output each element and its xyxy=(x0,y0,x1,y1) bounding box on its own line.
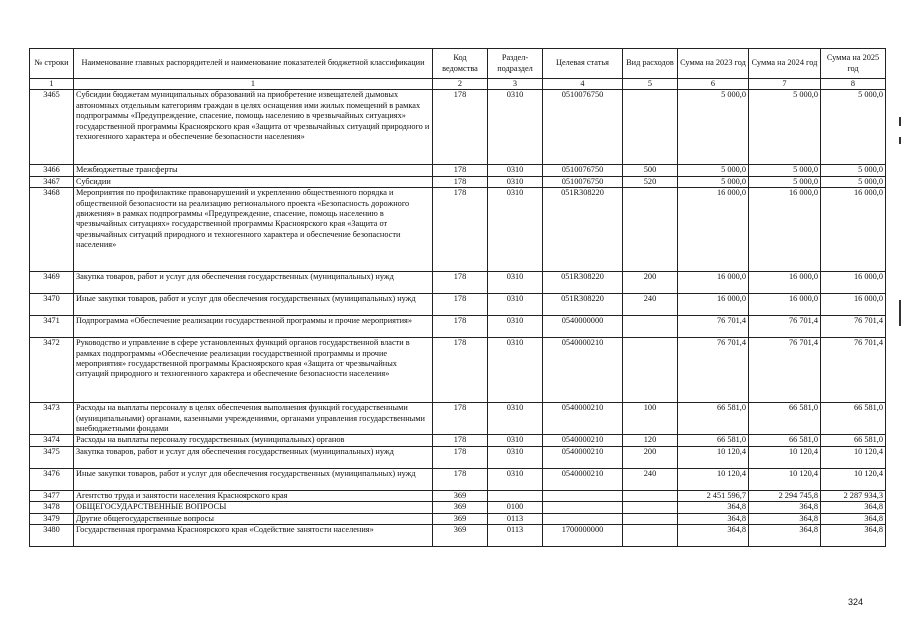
scan-mark xyxy=(899,137,901,144)
column-number-row xyxy=(30,79,886,90)
section-code: 0310 xyxy=(488,468,543,490)
dept-code: 178 xyxy=(433,272,488,294)
dept-code: 369 xyxy=(433,525,488,547)
sum-2023: 16 000,0 xyxy=(678,294,749,316)
sum-2025: 2 287 934,3 xyxy=(821,490,886,501)
sum-2024: 364,8 xyxy=(749,525,821,547)
dept-code: 178 xyxy=(433,446,488,468)
target-article: 0510076750 xyxy=(543,176,623,187)
sum-2025: 5 000,0 xyxy=(821,90,886,165)
target-article: 0540000210 xyxy=(543,435,623,446)
table-row xyxy=(30,502,886,513)
section-code: 0113 xyxy=(488,513,543,524)
target-article: 1700000000 xyxy=(543,525,623,547)
sum-2025: 16 000,0 xyxy=(821,294,886,316)
scan-mark xyxy=(899,117,901,126)
target-article: 0540000210 xyxy=(543,446,623,468)
row-number: 3470 xyxy=(30,294,74,316)
sum-2024: 10 120,4 xyxy=(749,446,821,468)
expense-type xyxy=(623,525,678,547)
dept-code: 369 xyxy=(433,513,488,524)
row-number: 3471 xyxy=(30,316,74,338)
expense-type: 240 xyxy=(623,468,678,490)
row-name: Подпрограмма «Обеспечение реализации государственной программы и прочие мероприятия» xyxy=(74,316,433,338)
row-name: Закупка товаров, работ и услуг для обеспечения государственных (муниципальных) нужд xyxy=(74,272,433,294)
budget-table xyxy=(29,48,886,547)
table-row xyxy=(30,188,886,272)
sum-2025: 16 000,0 xyxy=(821,188,886,272)
row-name: Расходы на выплаты персоналу в целях обеспечения выполнения функций государственными (муниципальными) органами, казенными учреждениями, органами управления государственными внебюджетными фондами xyxy=(74,403,433,435)
expense-type: 240 xyxy=(623,294,678,316)
expense-type xyxy=(623,490,678,501)
sum-2024: 66 581,0 xyxy=(749,435,821,446)
table-row xyxy=(30,90,886,165)
row-name: Руководство и управление в сфере установленных функций органов государственной власти в рамках подпрограммы «Обеспечение реализации государственной программы и прочие мероприятия» государственной программы Красноярского края «Защита от чрезвычайных ситуаций природного и техногенного характера и обеспечение безопасности населения» xyxy=(74,338,433,403)
dept-code: 178 xyxy=(433,435,488,446)
header-expense-type: Вид расходов xyxy=(623,49,678,79)
row-number: 3477 xyxy=(30,490,74,501)
section-code: 0310 xyxy=(488,90,543,165)
sum-2025: 364,8 xyxy=(821,525,886,547)
row-number: 3466 xyxy=(30,165,74,176)
row-name: Государственная программа Красноярского края «Содействие занятости населения» xyxy=(74,525,433,547)
row-number: 3476 xyxy=(30,468,74,490)
row-number: 3467 xyxy=(30,176,74,187)
target-article: 0540000210 xyxy=(543,338,623,403)
header-dept-code: Код ведомства xyxy=(433,49,488,79)
column-number: 7 xyxy=(749,79,821,90)
target-article: 0540000000 xyxy=(543,316,623,338)
header-section: Раздел-подраздел xyxy=(488,49,543,79)
dept-code: 178 xyxy=(433,403,488,435)
target-article: 0540000210 xyxy=(543,468,623,490)
sum-2025: 5 000,0 xyxy=(821,176,886,187)
sum-2023: 16 000,0 xyxy=(678,188,749,272)
column-number: 5 xyxy=(623,79,678,90)
row-name: Межбюджетные трансферты xyxy=(74,165,433,176)
sum-2024: 16 000,0 xyxy=(749,188,821,272)
expense-type xyxy=(623,90,678,165)
row-name: Закупка товаров, работ и услуг для обеспечения государственных (муниципальных) нужд xyxy=(74,446,433,468)
table-row xyxy=(30,338,886,403)
column-number: 3 xyxy=(488,79,543,90)
sum-2023: 66 581,0 xyxy=(678,403,749,435)
expense-type xyxy=(623,188,678,272)
expense-type: 500 xyxy=(623,165,678,176)
table-row xyxy=(30,165,886,176)
expense-type: 200 xyxy=(623,446,678,468)
sum-2023: 66 581,0 xyxy=(678,435,749,446)
expense-type: 520 xyxy=(623,176,678,187)
row-name: Агентство труда и занятости населения Красноярского края xyxy=(74,490,433,501)
target-article: 051R308220 xyxy=(543,272,623,294)
column-number: 1 xyxy=(30,79,74,90)
table-row xyxy=(30,468,886,490)
section-code: 0310 xyxy=(488,165,543,176)
sum-2023: 5 000,0 xyxy=(678,176,749,187)
dept-code: 178 xyxy=(433,188,488,272)
sum-2025: 10 120,4 xyxy=(821,446,886,468)
sum-2023: 16 000,0 xyxy=(678,272,749,294)
sum-2024: 66 581,0 xyxy=(749,403,821,435)
sum-2025: 16 000,0 xyxy=(821,272,886,294)
target-article: 0510076750 xyxy=(543,165,623,176)
target-article: 051R308220 xyxy=(543,188,623,272)
header-target-article: Целевая статья xyxy=(543,49,623,79)
column-number: 4 xyxy=(543,79,623,90)
row-name: Субсидии бюджетам муниципальных образований на приобретение извещателей дымовых автономных отдельным категориям граждан в целях оснащения ими жилых помещений в рамках подпрограммы «Предупреждение, спасение, помощь населению в чрезвычайных ситуациях» государственной программы Красноярского края «Защита от чрезвычайных ситуаций природного и техногенного характера и обеспечение безопасности населения» xyxy=(74,90,433,165)
sum-2023: 5 000,0 xyxy=(678,90,749,165)
dept-code: 178 xyxy=(433,468,488,490)
header-sum-2023: Сумма на 2023 год xyxy=(678,49,749,79)
sum-2023: 364,8 xyxy=(678,513,749,524)
header-sum-2025: Сумма на 2025 год xyxy=(821,49,886,79)
dept-code: 369 xyxy=(433,490,488,501)
column-number: 1 xyxy=(74,79,433,90)
sum-2023: 10 120,4 xyxy=(678,446,749,468)
section-code: 0310 xyxy=(488,188,543,272)
section-code: 0310 xyxy=(488,316,543,338)
table-body xyxy=(30,90,886,547)
dept-code: 178 xyxy=(433,294,488,316)
column-number: 6 xyxy=(678,79,749,90)
row-number: 3472 xyxy=(30,338,74,403)
sum-2024: 76 701,4 xyxy=(749,338,821,403)
expense-type: 200 xyxy=(623,272,678,294)
section-code: 0310 xyxy=(488,176,543,187)
row-number: 3479 xyxy=(30,513,74,524)
sum-2025: 66 581,0 xyxy=(821,403,886,435)
section-code: 0310 xyxy=(488,338,543,403)
dept-code: 178 xyxy=(433,90,488,165)
sum-2024: 76 701,4 xyxy=(749,316,821,338)
row-number: 3465 xyxy=(30,90,74,165)
sum-2024: 16 000,0 xyxy=(749,294,821,316)
sum-2023: 364,8 xyxy=(678,525,749,547)
expense-type xyxy=(623,502,678,513)
sum-2024: 5 000,0 xyxy=(749,90,821,165)
table-row xyxy=(30,490,886,501)
sum-2025: 76 701,4 xyxy=(821,338,886,403)
target-article: 051R308220 xyxy=(543,294,623,316)
row-number: 3478 xyxy=(30,502,74,513)
sum-2024: 364,8 xyxy=(749,513,821,524)
table-row xyxy=(30,525,886,547)
table-row xyxy=(30,176,886,187)
row-name: Мероприятия по профилактике правонарушений и укреплению общественного порядка и общественной безопасности на реализацию регионального проекта «Безопасность дорожного движения» в рамках подпрограммы «Предупреждение, спасение, помощь населению в чрезвычайных ситуациях» государственной программы Красноярского края «Защита от чрезвычайных ситуаций природного и техногенного характера и обеспечение безопасности населения» xyxy=(74,188,433,272)
target-article xyxy=(543,513,623,524)
row-number: 3475 xyxy=(30,446,74,468)
target-article xyxy=(543,502,623,513)
sum-2023: 5 000,0 xyxy=(678,165,749,176)
column-number: 8 xyxy=(821,79,886,90)
header-sum-2024: Сумма на 2024 год xyxy=(749,49,821,79)
sum-2023: 76 701,4 xyxy=(678,316,749,338)
row-name: Иные закупки товаров, работ и услуг для обеспечения государственных (муниципальных) нужд xyxy=(74,468,433,490)
page-number: 324 xyxy=(848,597,864,607)
table-row xyxy=(30,435,886,446)
sum-2025: 66 581,0 xyxy=(821,435,886,446)
sum-2025: 76 701,4 xyxy=(821,316,886,338)
section-code: 0100 xyxy=(488,502,543,513)
expense-type: 120 xyxy=(623,435,678,446)
target-article: 0510076750 xyxy=(543,90,623,165)
dept-code: 178 xyxy=(433,316,488,338)
dept-code: 369 xyxy=(433,502,488,513)
section-code xyxy=(488,490,543,501)
row-number: 3474 xyxy=(30,435,74,446)
sum-2024: 2 294 745,8 xyxy=(749,490,821,501)
table-row xyxy=(30,513,886,524)
column-number: 2 xyxy=(433,79,488,90)
row-number: 3468 xyxy=(30,188,74,272)
dept-code: 178 xyxy=(433,165,488,176)
row-number: 3480 xyxy=(30,525,74,547)
row-name: Иные закупки товаров, работ и услуг для обеспечения государственных (муниципальных) нужд xyxy=(74,294,433,316)
dept-code: 178 xyxy=(433,176,488,187)
sum-2024: 5 000,0 xyxy=(749,165,821,176)
section-code: 0310 xyxy=(488,294,543,316)
row-name: Расходы на выплаты персоналу государственных (муниципальных) органов xyxy=(74,435,433,446)
header-row-number: № строки xyxy=(30,49,74,79)
sum-2024: 5 000,0 xyxy=(749,176,821,187)
sum-2024: 364,8 xyxy=(749,502,821,513)
expense-type xyxy=(623,513,678,524)
header-name: Наименование главных распорядителей и наименование показателей бюджетной классификации xyxy=(74,49,433,79)
sum-2023: 364,8 xyxy=(678,502,749,513)
table-row xyxy=(30,446,886,468)
section-code: 0310 xyxy=(488,272,543,294)
table-row xyxy=(30,294,886,316)
expense-type xyxy=(623,338,678,403)
section-code: 0310 xyxy=(488,435,543,446)
row-name: Другие общегосударственные вопросы xyxy=(74,513,433,524)
section-code: 0310 xyxy=(488,446,543,468)
expense-type xyxy=(623,316,678,338)
sum-2025: 10 120,4 xyxy=(821,468,886,490)
sum-2023: 76 701,4 xyxy=(678,338,749,403)
row-name: Субсидии xyxy=(74,176,433,187)
table-row xyxy=(30,403,886,435)
header-row xyxy=(30,49,886,79)
sum-2025: 364,8 xyxy=(821,513,886,524)
sum-2024: 16 000,0 xyxy=(749,272,821,294)
sum-2024: 10 120,4 xyxy=(749,468,821,490)
expense-type: 100 xyxy=(623,403,678,435)
sum-2023: 2 451 596,7 xyxy=(678,490,749,501)
target-article xyxy=(543,490,623,501)
scan-mark xyxy=(899,300,901,326)
table-row xyxy=(30,316,886,338)
sum-2025: 5 000,0 xyxy=(821,165,886,176)
target-article: 0540000210 xyxy=(543,403,623,435)
dept-code: 178 xyxy=(433,338,488,403)
row-name: ОБЩЕГОСУДАРСТВЕННЫЕ ВОПРОСЫ xyxy=(74,502,433,513)
section-code: 0310 xyxy=(488,403,543,435)
table-row xyxy=(30,272,886,294)
row-number: 3469 xyxy=(30,272,74,294)
sum-2025: 364,8 xyxy=(821,502,886,513)
row-number: 3473 xyxy=(30,403,74,435)
sum-2023: 10 120,4 xyxy=(678,468,749,490)
section-code: 0113 xyxy=(488,525,543,547)
